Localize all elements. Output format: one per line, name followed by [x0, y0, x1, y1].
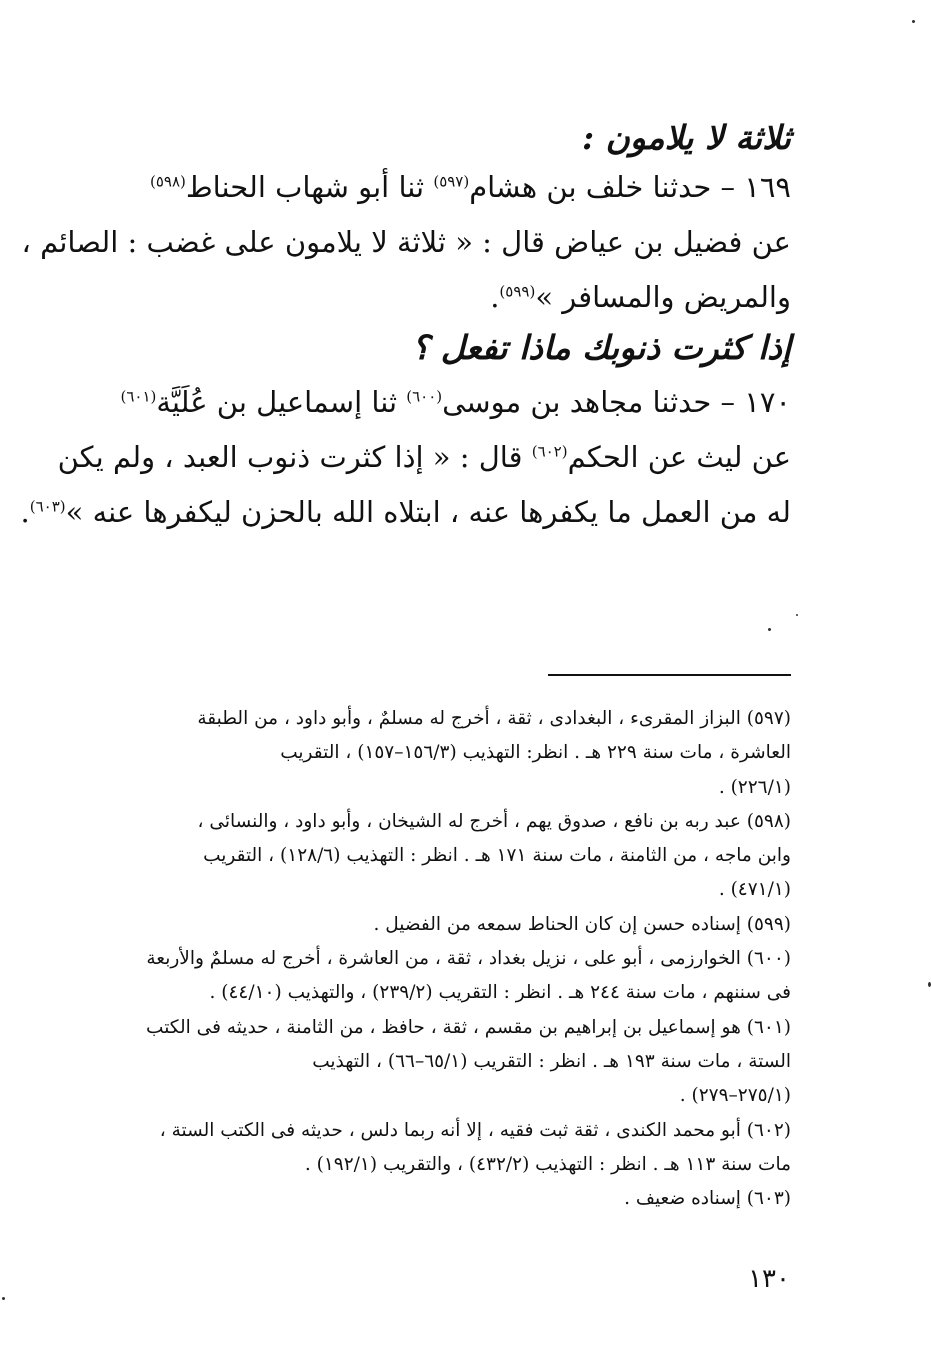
- footnote-line: فى سننهم ، مات سنة ٢٤٤ هـ . انظر : التقريب (٢٣٩/٢) ، والتهذيب (٤٤/١٠) .: [209, 982, 791, 1004]
- footnote-ref-603: (٦٠٣): [29, 497, 66, 516]
- footnote-line: (٦٠٢) أبو محمد الكندى ، ثقة ثبت فقيه ، إلا أنه ربما دلس ، حديثه فى الكتب الستة ،: [159, 1119, 791, 1141]
- footnote-ref-601: (٦٠١): [120, 387, 157, 406]
- footnote-line: العاشرة ، مات سنة ٢٢٩ هـ . انظر: التهذيب (١٥٦/٣–١٥٧) ، التقريب: [280, 742, 791, 764]
- footnote-line: الستة ، مات سنة ١٩٣ هـ . انظر : التقريب (٦٥/١–٦٦) ، التهذيب: [312, 1050, 791, 1072]
- footnote-line: وابن ماجه ، من الثامنة ، مات سنة ١٧١ هـ . انظر : التهذيب (١٢٨/٦) ، التقريب: [203, 845, 791, 867]
- hadith-169-line-3: [115, 270, 791, 325]
- hadith-170-text-2a: عن ليث عن الحكم: [567, 440, 791, 474]
- hadith-169-text-1a: ١٦٩ – حدثنا خلف بن هشام: [469, 170, 791, 204]
- page-number: ١٣٠: [748, 1264, 790, 1294]
- hadith-169-end-mark: .: [490, 280, 500, 314]
- footnotes: [115, 702, 791, 1216]
- footnote-line: (٢٢٦/١) .: [718, 776, 791, 798]
- hadith-170-line-2: [57, 430, 791, 485]
- footnote-line: (٦٠٣) إسناده ضعيف .: [624, 1188, 791, 1210]
- section-heading-three-not-blamed: ثلاثة لا يلامون :: [581, 118, 791, 157]
- hadith-170: [20, 375, 791, 540]
- footnote-ref-598: (٥٩٨): [149, 172, 186, 191]
- hadith-170-text-2b: قال : « إذا كثرت ذنوب العبد ، ولم يكن: [57, 440, 532, 474]
- footnote-line: (٥٩٨) عبد ربه بن نافع ، صدوق يهم ، أخرج له الشيخان ، وأبو داود ، والنسائى ،: [197, 810, 791, 832]
- hadith-170-line-1: [115, 375, 791, 430]
- scan-speck: [796, 614, 798, 616]
- hadith-169-line-1: [115, 160, 791, 215]
- footnote-ref-599: (٥٩٩): [499, 282, 536, 301]
- footnote-line: (٦٠١) هو إسماعيل بن إبراهيم بن مقسم ، ثقة ، حافظ ، من الثامنة ، حديثه فى الكتب: [146, 1016, 791, 1038]
- scan-speck: [768, 628, 771, 631]
- hadith-169: [21, 160, 791, 325]
- hadith-170-line-3: [20, 485, 791, 540]
- footnote-line: (٥٩٧) البزاز المقرىء ، البغدادى ، ثقة ، أخرج له مسلمٌ ، وأبو داود ، من الطبقة: [197, 708, 791, 729]
- scan-speck: [2, 1297, 5, 1300]
- hadith-170-end-mark: .: [20, 495, 30, 529]
- footnote-separator: [548, 674, 791, 676]
- footnote-line: (٦٠٠) الخوارزمى ، أبو على ، نزيل بغداد ، ثقة ، من العاشرة ، أخرج له مسلمٌ والأربعة: [146, 948, 791, 970]
- hadith-170-text-1a: ١٧٠ – حدثنا مجاهد بن موسى: [442, 385, 791, 419]
- hadith-170-text-3: له من العمل ما يكفرها عنه ، ابتلاه الله بالحزن ليكفرها عنه »: [65, 495, 791, 529]
- hadith-169-text-3: والمريض والمسافر »: [535, 280, 791, 314]
- scan-speck: [912, 20, 915, 23]
- footnote-line: (٢٧٥/١–٢٧٩) .: [679, 1085, 791, 1107]
- hadith-169-text-1b: ثنا أبو شهاب الحناط: [185, 170, 434, 204]
- footnote-ref-602: (٦٠٢): [531, 442, 568, 461]
- hadith-170-text-1b: ثنا إسماعيل بن عُلَيَّة: [156, 385, 407, 419]
- footnote-line: (٥٩٩) إسناده حسن إن كان الحناط سمعه من الفضيل .: [373, 913, 791, 935]
- footnote-ref-600: (٦٠٠): [406, 387, 443, 406]
- section-heading-many-sins: إذا كثرت ذنوبك ماذا تفعل ؟: [411, 328, 791, 367]
- footnote-line: (٤٧١/١) .: [718, 879, 791, 901]
- footnote-line: مات سنة ١١٣ هـ . انظر : التهذيب (٤٣٢/٢) ، والتقريب (١٩٢/١) .: [304, 1153, 791, 1175]
- hadith-169-line-2: عن فضيل بن عياض قال : « ثلاثة لا يلامون على غضب : الصائم ،: [21, 225, 791, 259]
- footnote-ref-597: (٥٩٧): [433, 172, 470, 191]
